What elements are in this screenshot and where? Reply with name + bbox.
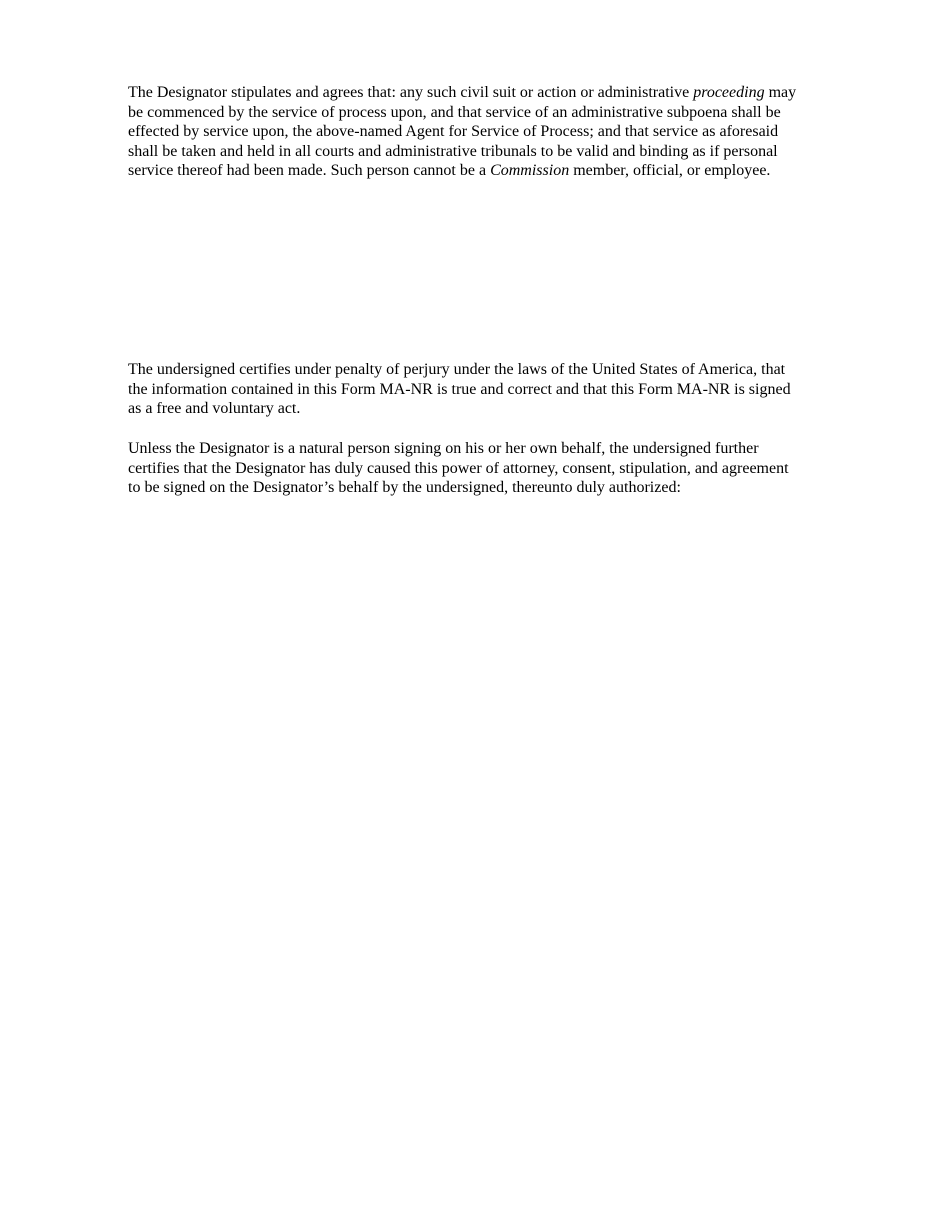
text-line: the information contained in this Form MA-NR is true and correct and that this Form MA-NR is signed	[128, 380, 791, 398]
text-line: shall be taken and held in all courts and administrative tribunals to be valid and binding as if personal	[128, 142, 778, 160]
text-line: effected by service upon, the above-named Agent for Service of Process; and that service as aforesaid	[128, 123, 779, 141]
italic-term: proceeding	[693, 84, 765, 101]
text-line: The undersigned certifies under penalty of perjury under the laws of the United States of America, that	[128, 361, 786, 378]
text-line: to be signed on the Designator’s behalf by the undersigned, thereunto duly authorized:	[128, 479, 681, 497]
text-line: Unless the Designator is a natural person signing on his or her own behalf, the undersigned further	[128, 440, 759, 457]
certification-paragraph-2	[128, 439, 853, 498]
text-line: The Designator stipulates and agrees that: any such civil suit or action or administrative proceeding may	[128, 84, 797, 101]
italic-term: Commission	[490, 162, 570, 180]
text-line: as a free and voluntary act.	[128, 400, 301, 418]
text-line: be commenced by the service of process upon, and that service of an administrative subpoena shall be	[128, 103, 781, 121]
certification-paragraph-1	[128, 360, 853, 419]
text-line: service thereof had been made. Such person cannot be a Commission member, official, or employee.	[128, 162, 771, 180]
text-line: certifies that the Designator has duly caused this power of attorney, consent, stipulation, and agreement	[128, 459, 789, 477]
stipulation-paragraph	[128, 83, 853, 181]
